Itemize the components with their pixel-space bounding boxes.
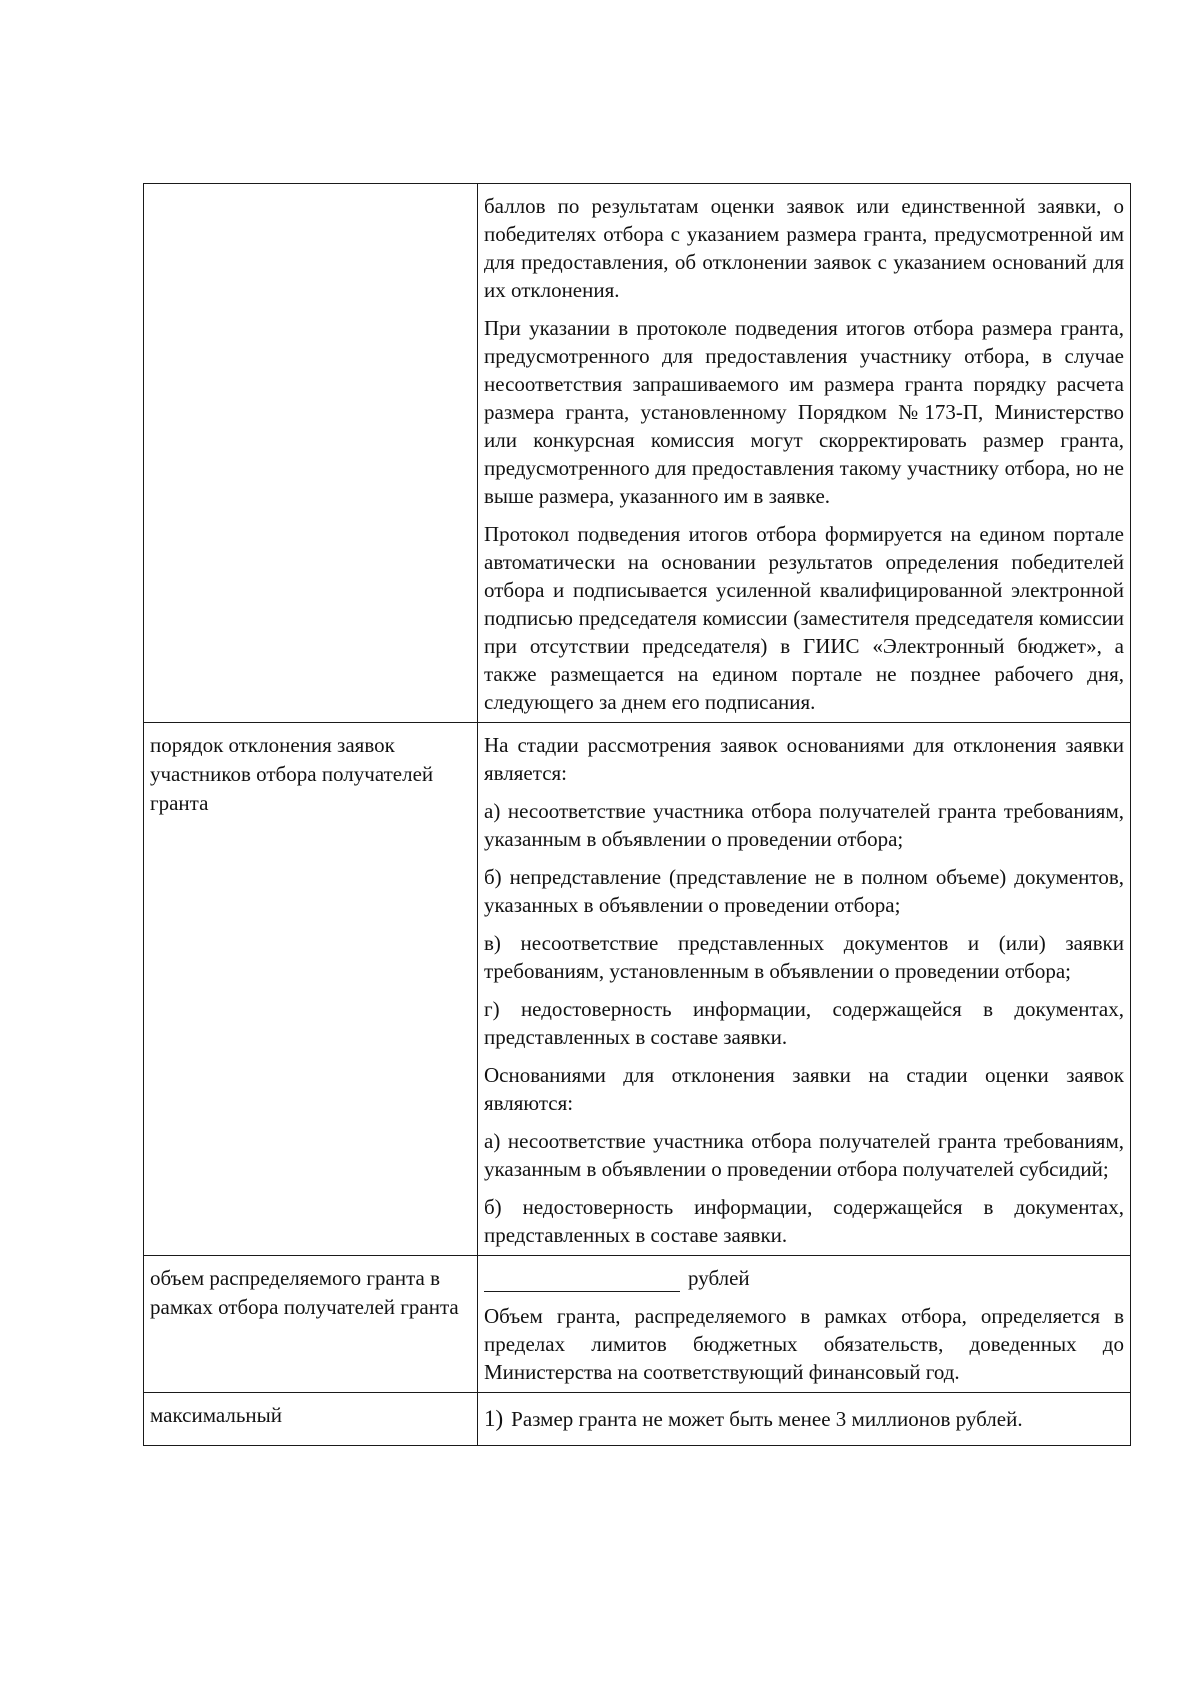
paragraph: а) несоответствие участника отбора получателей гранта требованиям, указанным в объявлении о проведении отбора; — [484, 799, 1124, 851]
row-label: максимальный — [144, 1393, 478, 1446]
table-row — [144, 723, 1131, 1256]
paragraph: а) несоответствие участника отбора получателей гранта требованиям, указанным в объявлении о проведении отбора получателей субсидий; — [484, 1129, 1124, 1181]
list-text: Размер гранта не может быть менее 3 миллионов рублей. — [511, 1407, 1023, 1431]
row-content — [478, 723, 1131, 1256]
row-label: объем распределяемого гранта в рамках отбора получателей гранта — [144, 1256, 478, 1393]
amount-unit: рублей — [688, 1266, 750, 1290]
table-row — [144, 1256, 1131, 1393]
row-content — [478, 184, 1131, 723]
amount-line — [484, 1264, 1124, 1292]
paragraph: Основаниями для отклонения заявки на стадии оценки заявок являются: — [484, 1063, 1124, 1115]
document-table — [143, 183, 1131, 1446]
paragraph: баллов по результатам оценки заявок или единственной заявки, о победителях отбора с указанием размера гранта, предусмотренной им для предоставления, об отклонении заявок с указанием оснований для их отклонения. — [484, 194, 1124, 302]
row-content — [478, 1256, 1131, 1393]
paragraph: Объем гранта, распределяемого в рамках отбора, определяется в пределах лимитов бюджетных обязательств, доведенных до Министерства на соответствующий финансовый год. — [484, 1304, 1124, 1384]
row-label — [144, 184, 478, 723]
table-row — [144, 1393, 1131, 1446]
row-label: порядок отклонения заявок участников отбора получателей гранта — [144, 723, 478, 1256]
paragraph: На стадии рассмотрения заявок основаниями для отклонения заявки является: — [484, 733, 1124, 785]
amount-blank-field — [484, 1271, 680, 1292]
paragraph: г) недостоверность информации, содержащейся в документах, представленных в составе заявки. — [484, 997, 1124, 1049]
list-item — [484, 1401, 1124, 1439]
paragraph: б) непредставление (представление не в полном объеме) документов, указанных в объявлении о проведении отбора; — [484, 865, 1124, 917]
paragraph: Протокол подведения итогов отбора формируется на едином портале автоматически на основании результатов определения победителей отбора и подписывается усиленной квалифицированной электронной подписью председателя комиссии (заместителя председателя комиссии при отсутствии председателя) в ГИИС «Электронный бюджет», а также размещается на едином портале не позднее рабочего дня, следующего за днем его подписания. — [484, 522, 1124, 714]
paragraph: При указании в протоколе подведения итогов отбора размера гранта, предусмотренного для предоставления участнику отбора, в случае несоответствия запрашиваемого им размера гранта порядку расчета размера гранта, установленному Порядком №173-П, Министерство или конкурсная комиссия могут скорректировать размер гранта, предусмотренного для предоставления такому участнику отбора, но не выше размера, указанного им в заявке. — [484, 316, 1124, 508]
paragraph: б) недостоверность информации, содержащейся в документах, представленных в составе заявки. — [484, 1195, 1124, 1247]
table-row — [144, 184, 1131, 723]
list-number: 1) — [484, 1406, 504, 1431]
row-content — [478, 1393, 1131, 1446]
paragraph: в) несоответствие представленных документов и (или) заявки требованиям, установленным в объявлении о проведении отбора; — [484, 931, 1124, 983]
